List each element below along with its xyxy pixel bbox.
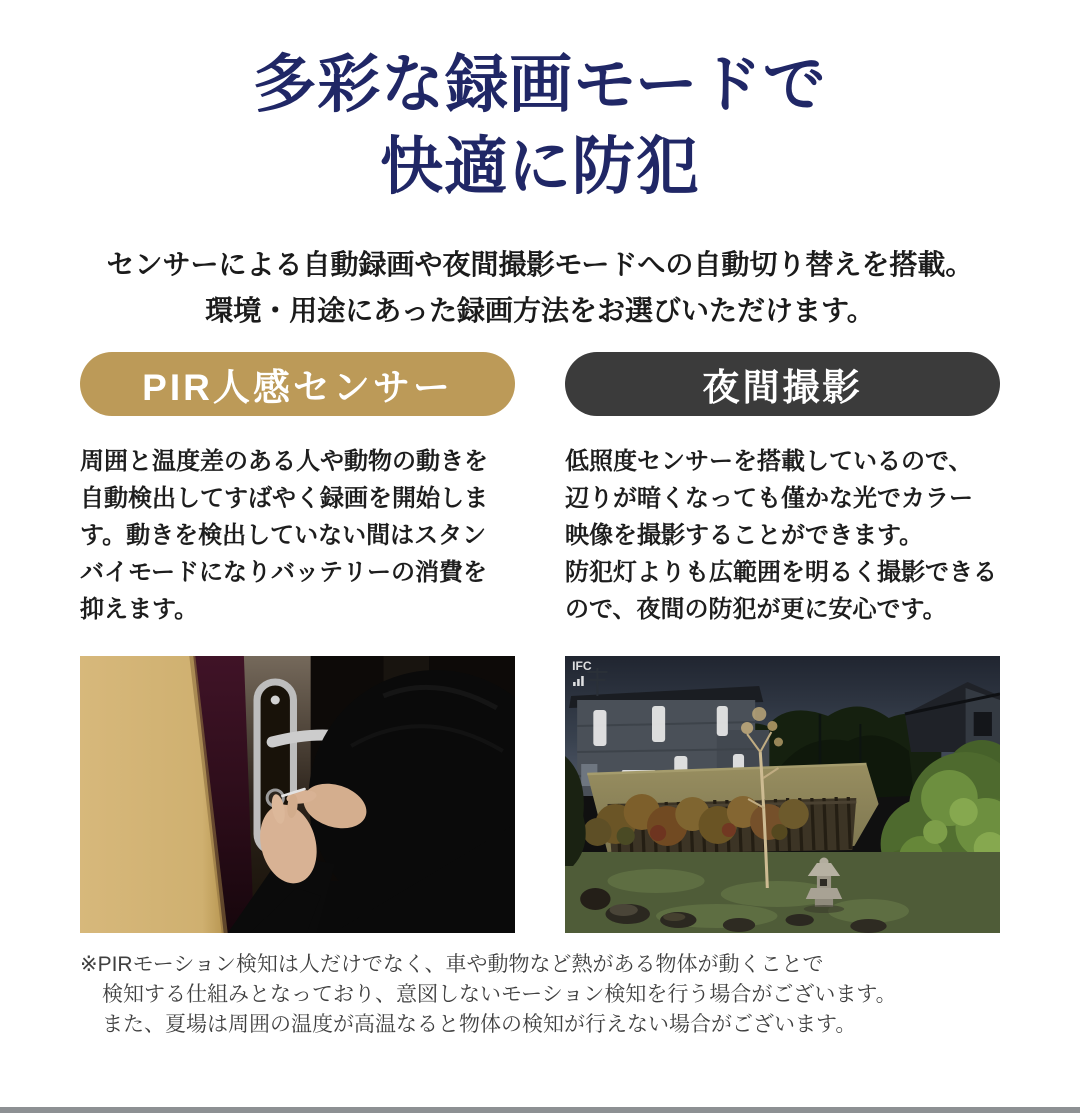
night-desc-line: 防犯灯よりも広範囲を明るく撮影できる: [565, 559, 997, 586]
night-shooting-description: [565, 443, 1000, 628]
page-subtitle-line2: 環境・用途にあった録画方法をお選びいただけます。: [205, 295, 875, 326]
night-vision-photo: [565, 656, 1000, 933]
note-line2: 検知する仕組みとなっており、意図しないモーション検知を行う場合がございます。: [102, 983, 897, 1006]
burglar-photo-illustration: [80, 656, 515, 933]
bottom-divider: [0, 1107, 1080, 1113]
night-desc-line: 低照度センサーを搭載しているので、: [565, 448, 973, 475]
feature-columns: [0, 352, 1080, 933]
page-title-line2: 快適に防犯: [380, 132, 700, 202]
feature-pir-sensor: [80, 352, 515, 933]
pir-desc-line: す。動きを検出していない間はスタン: [80, 522, 487, 549]
watermark-text: IFC: [572, 659, 592, 673]
page-title-line1: 多彩な録画モードで: [253, 50, 827, 120]
night-desc-line: 辺りが暗くなっても僅かな光でカラー: [565, 485, 973, 512]
night-desc-line: ので、夜間の防犯が更に安心です。: [565, 596, 947, 623]
night-shooting-badge: 夜間撮影: [565, 352, 1000, 416]
night-vision-illustration: [565, 656, 1000, 933]
product-promo-page: [0, 44, 1080, 1113]
burglar-photo: [80, 656, 515, 933]
pir-sensor-description: [80, 443, 515, 628]
page-subtitle-line1: センサーによる自動録画や夜間撮影モードへの自動切り替えを搭載。: [106, 249, 974, 280]
note-line1: ※PIRモーション検知は人だけでなく、車や動物など熱がある物体が動くことで: [80, 953, 824, 976]
pir-disclaimer-note: [0, 950, 1080, 1040]
pir-sensor-badge: PIR人感センサー: [80, 352, 515, 416]
page-title: [0, 44, 1080, 208]
pir-desc-line: 抑えます。: [80, 596, 199, 623]
night-desc-line: 映像を撮影することができます。: [565, 522, 924, 549]
pir-desc-line: バイモードになりバッテリーの消費を: [80, 559, 488, 586]
note-line3: また、夏場は周囲の温度が高温なると物体の検知が行えない場合がございます。: [102, 1013, 857, 1036]
page-subtitle: [0, 242, 1080, 334]
feature-night-shooting: [565, 352, 1000, 933]
pir-desc-line: 周囲と温度差のある人や動物の動きを: [80, 448, 488, 475]
pir-desc-line: 自動検出してすばやく録画を開始しま: [80, 485, 488, 512]
